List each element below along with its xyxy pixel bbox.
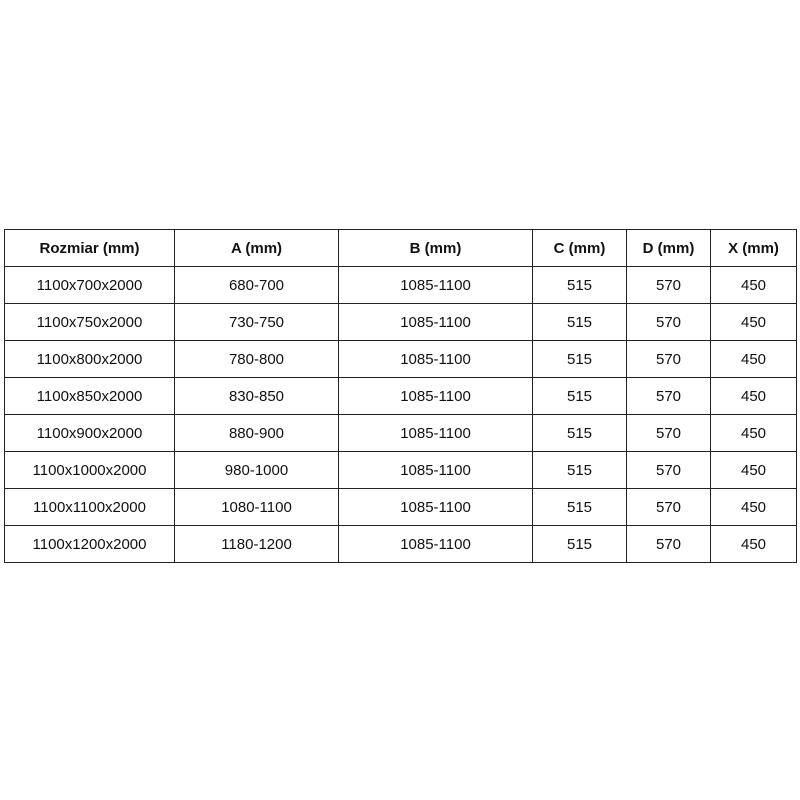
cell-c: 515: [533, 341, 627, 378]
cell-a: 680-700: [175, 267, 339, 304]
table-row: [5, 267, 797, 304]
header-d: D (mm): [627, 230, 711, 267]
cell-a: 1080-1100: [175, 489, 339, 526]
cell-d: 570: [627, 378, 711, 415]
cell-b: 1085-1100: [339, 378, 533, 415]
header-row: [5, 230, 797, 267]
cell-a: 780-800: [175, 341, 339, 378]
cell-size: 1100x800x2000: [5, 341, 175, 378]
cell-size: 1100x1100x2000: [5, 489, 175, 526]
cell-c: 515: [533, 452, 627, 489]
cell-b: 1085-1100: [339, 267, 533, 304]
cell-size: 1100x1000x2000: [5, 452, 175, 489]
cell-x: 450: [711, 415, 797, 452]
table-row: [5, 341, 797, 378]
cell-size: 1100x750x2000: [5, 304, 175, 341]
table-row: [5, 526, 797, 563]
cell-x: 450: [711, 378, 797, 415]
cell-c: 515: [533, 489, 627, 526]
table-row: [5, 452, 797, 489]
cell-c: 515: [533, 267, 627, 304]
cell-b: 1085-1100: [339, 415, 533, 452]
table-row: [5, 489, 797, 526]
cell-x: 450: [711, 526, 797, 563]
cell-a: 1180-1200: [175, 526, 339, 563]
cell-a: 880-900: [175, 415, 339, 452]
cell-x: 450: [711, 452, 797, 489]
cell-b: 1085-1100: [339, 452, 533, 489]
cell-d: 570: [627, 526, 711, 563]
cell-a: 830-850: [175, 378, 339, 415]
table-body: [5, 267, 797, 563]
dimensions-table: [4, 229, 797, 563]
cell-size: 1100x700x2000: [5, 267, 175, 304]
cell-x: 450: [711, 304, 797, 341]
cell-d: 570: [627, 304, 711, 341]
header-a: A (mm): [175, 230, 339, 267]
cell-size: 1100x850x2000: [5, 378, 175, 415]
cell-b: 1085-1100: [339, 489, 533, 526]
cell-b: 1085-1100: [339, 304, 533, 341]
cell-b: 1085-1100: [339, 526, 533, 563]
table-row: [5, 415, 797, 452]
header-x: X (mm): [711, 230, 797, 267]
cell-d: 570: [627, 452, 711, 489]
cell-size: 1100x1200x2000: [5, 526, 175, 563]
table-row: [5, 378, 797, 415]
cell-size: 1100x900x2000: [5, 415, 175, 452]
cell-d: 570: [627, 341, 711, 378]
cell-c: 515: [533, 526, 627, 563]
cell-b: 1085-1100: [339, 341, 533, 378]
cell-d: 570: [627, 489, 711, 526]
cell-d: 570: [627, 267, 711, 304]
table-header: [5, 230, 797, 267]
cell-x: 450: [711, 341, 797, 378]
cell-c: 515: [533, 378, 627, 415]
cell-x: 450: [711, 489, 797, 526]
cell-c: 515: [533, 415, 627, 452]
cell-a: 730-750: [175, 304, 339, 341]
header-size: Rozmiar (mm): [5, 230, 175, 267]
cell-x: 450: [711, 267, 797, 304]
header-c: C (mm): [533, 230, 627, 267]
cell-c: 515: [533, 304, 627, 341]
header-b: B (mm): [339, 230, 533, 267]
table-row: [5, 304, 797, 341]
cell-d: 570: [627, 415, 711, 452]
cell-a: 980-1000: [175, 452, 339, 489]
